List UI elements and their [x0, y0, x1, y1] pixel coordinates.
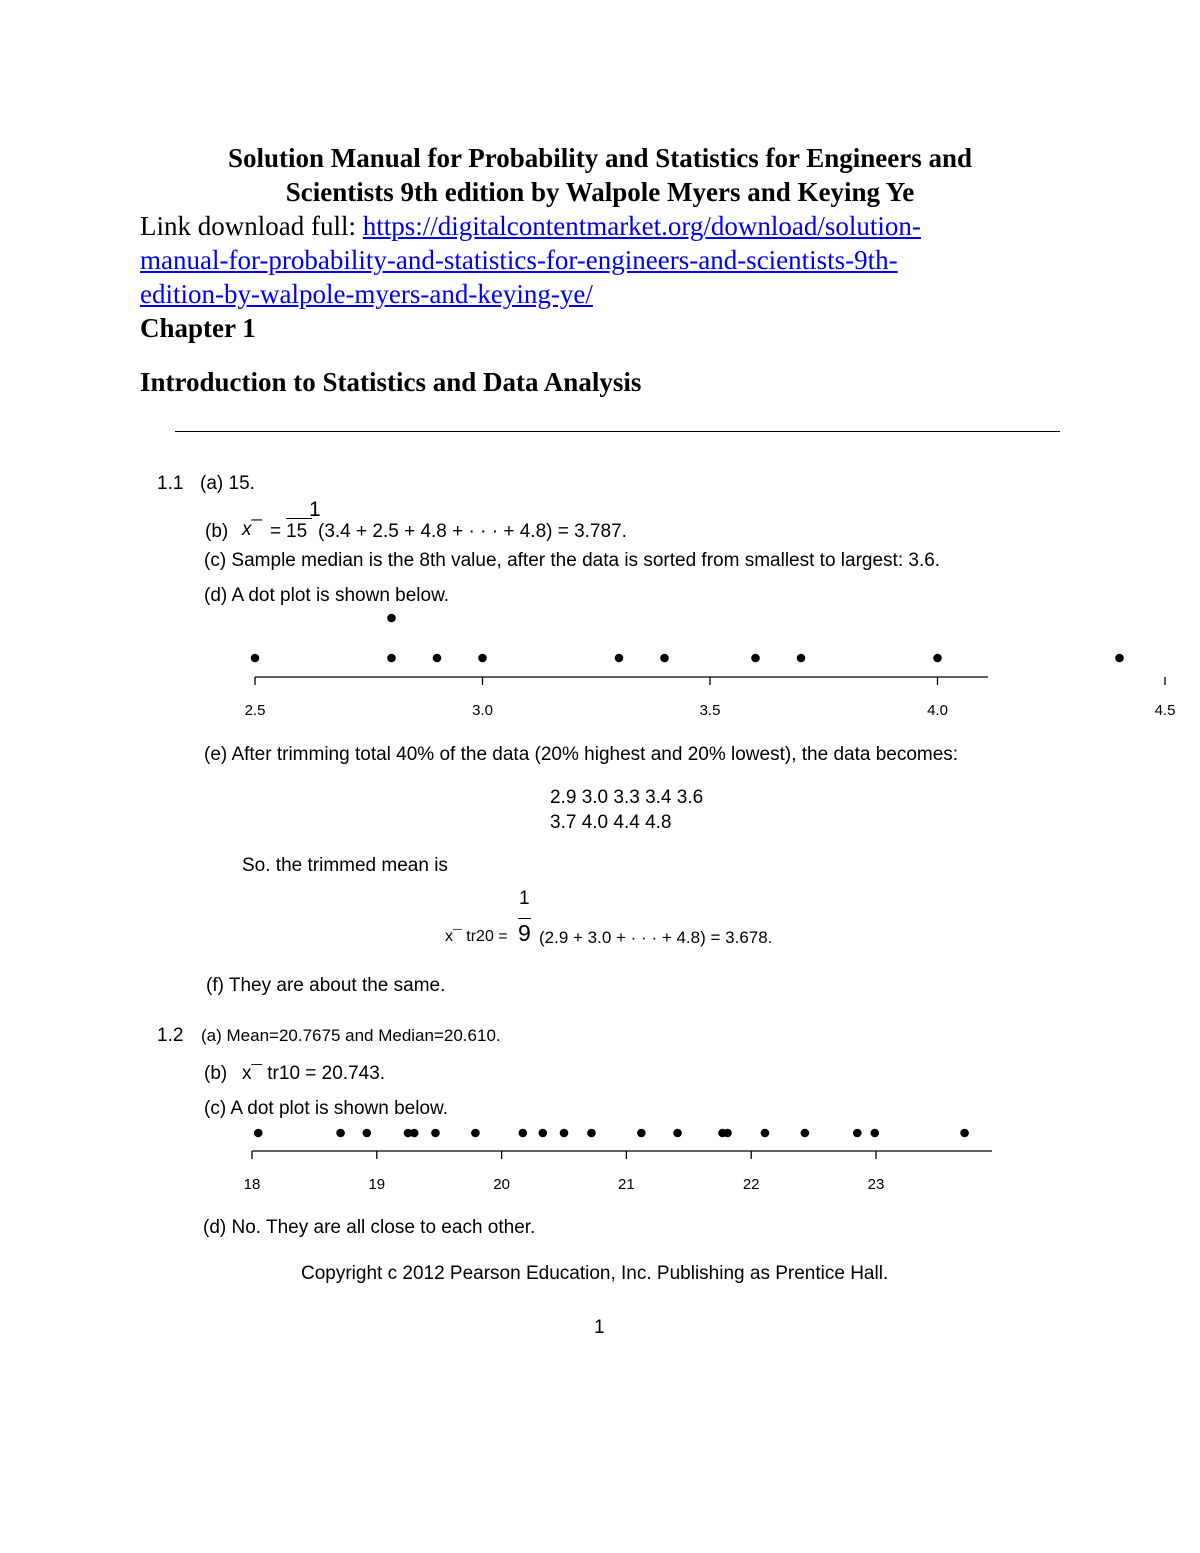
copyright-notice: Copyright c 2012 Pearson Education, Inc. Publishing as Prentice Hall.: [301, 1263, 889, 1284]
data-point: [519, 1129, 528, 1138]
fraction-numerator: 1: [309, 498, 321, 521]
data-point: [673, 1129, 682, 1138]
data-point: [801, 1129, 810, 1138]
data-point: [478, 654, 487, 663]
document-title-line1: Solution Manual for Probability and Statistics for Engineers and: [227, 143, 973, 173]
data-point: [751, 654, 760, 663]
exercise-1-2-number: 1.2: [157, 1025, 184, 1046]
exercise-1-1-d: (d) A dot plot is shown below.: [204, 585, 450, 606]
data-point: [853, 1129, 862, 1138]
data-point: [761, 1129, 770, 1138]
x-tick-label: 21: [618, 1176, 635, 1193]
exercise-1-2-d: (d) No. They are all close to each other.: [203, 1217, 536, 1238]
x-tick-label: 3.5: [699, 702, 721, 719]
x-tick-label: 23: [867, 1176, 885, 1193]
x-tick-label: 4.5: [1154, 702, 1176, 719]
data-point: [615, 654, 624, 663]
x-tick-label: 4.0: [927, 702, 948, 719]
data-point: [471, 1129, 480, 1138]
trimmed-mean-lhs: x¯ tr20 =: [445, 928, 508, 945]
data-point: [560, 1129, 569, 1138]
data-point: [1115, 654, 1124, 663]
exercise-1-2-b-label: (b): [204, 1063, 228, 1084]
data-point: [660, 654, 669, 663]
data-point: [797, 654, 806, 663]
x-tick-label: 18: [243, 1176, 261, 1193]
data-point: [538, 1129, 547, 1138]
chapter-heading: Chapter 1: [140, 313, 256, 343]
trimmed-fraction-numerator: 1: [519, 888, 530, 909]
data-point: [387, 614, 396, 623]
chapter-title: Introduction to Statistics and Data Analysis: [140, 367, 642, 397]
page-number: 1: [594, 1317, 605, 1338]
trimmed-mean-expression: (2.9 + 3.0 + · · · + 4.8) = 3.678.: [539, 928, 773, 947]
x-tick-label: 20: [493, 1176, 510, 1193]
trimmed-data-row1: 2.9 3.0 3.3 3.4 3.6: [550, 787, 704, 808]
exercise-1-2-c: (c) A dot plot is shown below.: [204, 1098, 448, 1119]
exercise-1-2-b: x¯ tr10 = 20.743.: [242, 1063, 386, 1084]
exercise-1-1-a: (a) 15.: [200, 473, 255, 494]
mean-expression: (3.4 + 2.5 + 4.8 + · · · + 4.8) = 3.787.: [318, 521, 627, 542]
data-point: [363, 1129, 372, 1138]
data-point: [933, 654, 942, 663]
download-link-part1[interactable]: https://digitalcontentmarket.org/download/solution-: [362, 211, 921, 241]
x-tick-label: 3.0: [472, 702, 493, 719]
download-link-part2[interactable]: manual-for-probability-and-statistics-for-engineers-and-scientists-9th-: [140, 245, 898, 275]
data-point: [251, 654, 260, 663]
trimmed-fraction-bar: [518, 918, 531, 919]
data-point: [410, 1129, 419, 1138]
trimmed-mean-intro: So. the trimmed mean is: [242, 855, 448, 876]
link-label: Link download full:: [140, 211, 363, 241]
data-point: [433, 654, 442, 663]
data-point: [723, 1129, 732, 1138]
xbar-symbol: x¯: [242, 519, 262, 540]
data-point: [254, 1129, 263, 1138]
exercise-1-2-a: (a) Mean=20.7675 and Median=20.610.: [201, 1026, 501, 1045]
x-tick-label: 19: [368, 1176, 386, 1193]
download-link-part3[interactable]: edition-by-walpole-myers-and-keying-ye/: [140, 279, 593, 309]
equals-sign: =: [270, 521, 282, 542]
exercise-1-1-c: (c) Sample median is the 8th value, after the data is sorted from smallest to largest: 3.6.: [204, 550, 941, 571]
trimmed-fraction-denominator: 9: [518, 920, 531, 946]
fraction-denominator: 15: [286, 521, 308, 542]
trimmed-data-row2: 3.7 4.0 4.4 4.8: [550, 812, 672, 833]
data-point: [387, 654, 396, 663]
data-point: [870, 1129, 879, 1138]
x-tick-label: 22: [742, 1176, 760, 1193]
exercise-1-1-f: (f) They are about the same.: [206, 975, 446, 996]
exercise-1-1-e: (e) After trimming total 40% of the data (20% highest and 20% lowest), the data becomes:: [204, 744, 959, 765]
document-title-line2: Scientists 9th edition by Walpole Myers and Keying Ye: [285, 177, 915, 207]
data-point: [431, 1129, 440, 1138]
data-point: [336, 1129, 345, 1138]
data-point: [587, 1129, 596, 1138]
x-tick-label: 2.5: [244, 702, 266, 719]
exercise-1-1-number: 1.1: [157, 473, 184, 494]
exercise-1-1-b-label: (b): [205, 521, 229, 542]
data-point: [637, 1129, 646, 1138]
data-point: [960, 1129, 969, 1138]
